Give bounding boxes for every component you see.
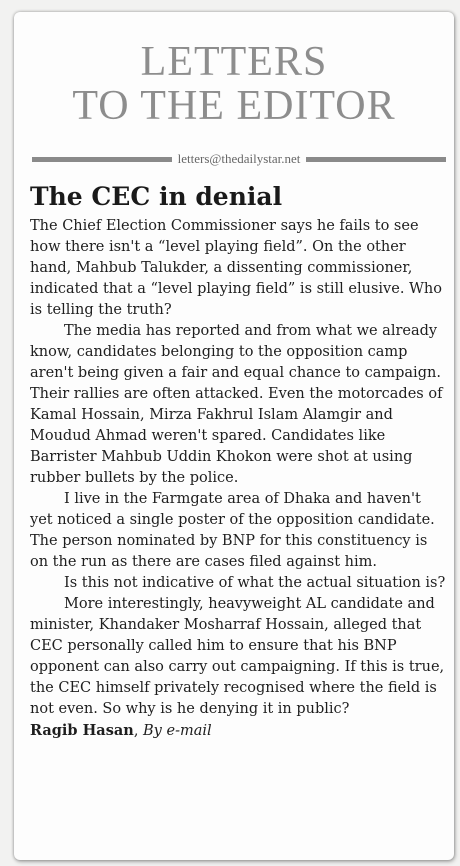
paragraph-1: The Chief Election Commissioner says he fails to see how there isn't a “level playing field”. On the other hand, Mahbub Talukder, a dissenting commissioner, indicated that a “level playing field” is still elusive. Who is telling the truth? — [30, 218, 443, 318]
signature-separator: , — [133, 723, 144, 739]
author-name: Ragib Hasan — [30, 722, 134, 739]
rule-left — [32, 157, 172, 162]
signature-via: By e-mail — [143, 723, 212, 739]
letter-card — [14, 12, 454, 860]
letter-body — [30, 216, 448, 742]
signature — [30, 720, 448, 742]
section-masthead — [14, 40, 454, 128]
editor-email: letters@thedailystar.net — [177, 151, 301, 166]
paragraph-2: The media has reported and from what we already know, candidates belonging to the opposition camp aren't being given a fair and equal chance to campaign. Their rallies are often attacked. Even the motorcades of Kamal Hossain, Mirza Fakhrul Islam Alamgir and Moudud Ahmad weren't spared. Candidates like Barrister Mahbub Uddin Khokon were shot at using rubber bullets by the police. — [30, 323, 443, 486]
email-rule — [32, 152, 446, 166]
masthead-line-2: TO THE EDITOR — [72, 83, 396, 129]
masthead-line-1: LETTERS — [140, 39, 328, 85]
paragraph-3: I live in the Farmgate area of Dhaka and haven't yet noticed a single poster of the opposition candidate. The person nominated by BNP for this constituency is on the run as there are cases filed against him. — [30, 491, 435, 570]
letter-headline: The CEC in denial — [30, 182, 283, 211]
paragraph-4: Is this not indicative of what the actual situation is? — [64, 575, 446, 591]
rule-right — [306, 157, 446, 162]
paragraph-5: More interestingly, heavyweight AL candidate and minister, Khandaker Mosharraf Hossain, alleged that CEC personally called him to ensure that his BNP opponent can also carry out campaigning. If this is true, the CEC himself privately recognised where the field is not even. So why is he denying it in public? — [30, 596, 445, 717]
